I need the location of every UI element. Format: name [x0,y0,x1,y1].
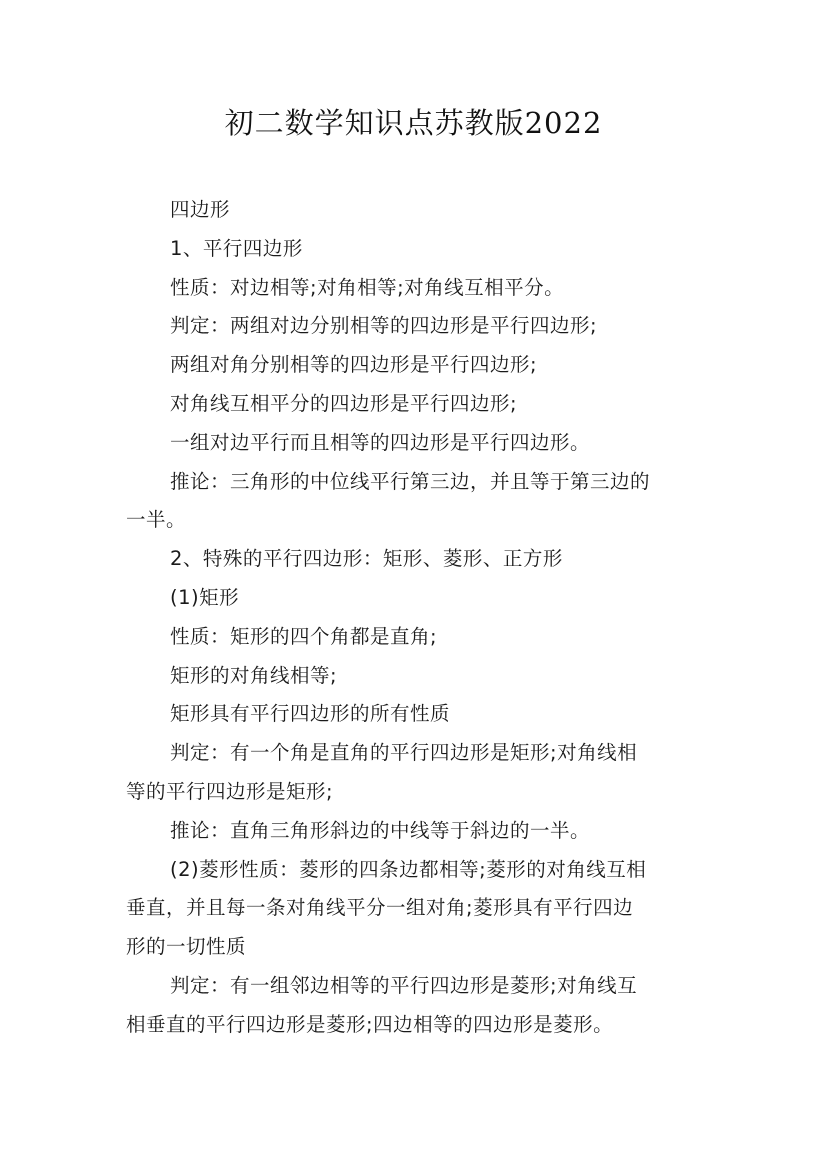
body-line: 1、平行四边形 [170,236,303,260]
body-line: 判定：有一组邻边相等的平行四边形是菱形;对角线互 [170,973,638,997]
body-line: 等的平行四边形是矩形; [126,779,334,803]
body-line: 性质：矩形的四个角都是直角; [170,624,438,648]
body-line: (2)菱形性质：菱形的四条边都相等;菱形的对角线互相 [170,857,647,881]
body-line: 垂直，并且每一条对角线平分一组对角;菱形具有平行四边 [126,896,634,920]
body-line: 矩形的对角线相等; [170,663,338,687]
body-line: (1)矩形 [170,585,240,609]
body-line: 四边形 [170,198,231,221]
body-line: 对角线互相平分的四边形是平行四边形; [170,391,518,415]
body-line: 2、特殊的平行四边形：矩形、菱形、正方形 [170,547,563,571]
body-line: 判定：有一个角是直角的平行四边形是矩形;对角线相 [170,741,638,765]
body-line: 一半。 [126,508,187,532]
body-line: 推论：三角形的中位线平行第三边，并且等于第三边的 [170,469,651,493]
body-line: 一组对边平行而且相等的四边形是平行四边形。 [170,430,591,454]
body-line: 矩形具有平行四边形的所有性质 [170,702,451,726]
document-title: 初二数学知识点苏教版2022 [224,106,603,140]
document-body [126,191,704,1045]
body-line: 判定：两组对边分别相等的四边形是平行四边形; [170,314,598,338]
body-line: 形的一切性质 [126,935,247,959]
body-line: 性质：对边相等;对角相等;对角线互相平分。 [170,275,565,299]
body-line: 相垂直的平行四边形是菱形;四边相等的四边形是菱形。 [126,1012,614,1036]
body-line: 两组对角分别相等的四边形是平行四边形; [170,353,538,377]
body-line: 推论：直角三角形斜边的中线等于斜边的一半。 [170,818,591,842]
